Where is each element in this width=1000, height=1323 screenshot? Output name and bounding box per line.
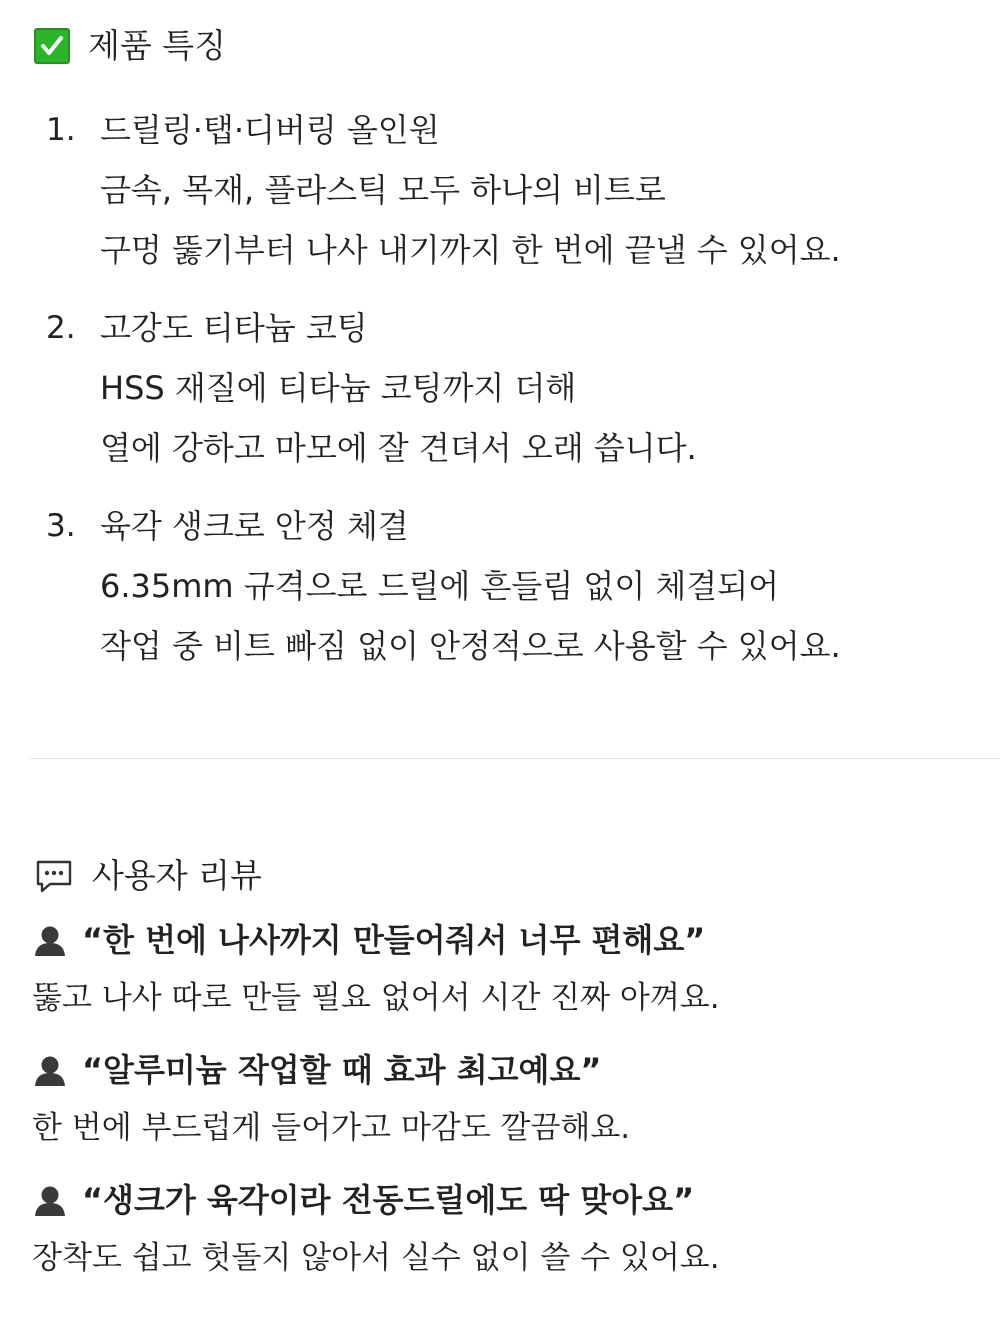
review-body: 뚫고 나사 따로 만들 필요 없어서 시간 진짜 아껴요. <box>32 980 720 1016</box>
feature-description: 금속, 목재, 플라스틱 모두 하나의 비트로 <box>100 171 666 209</box>
review-quote: “알루미늄 작업할 때 효과 최고예요” <box>82 1051 602 1089</box>
review-item <box>32 1172 982 1288</box>
reviews-title: 사용자 리뷰 <box>92 856 262 895</box>
review-quote: “한 번에 나사까지 만들어줘서 너무 편해요” <box>82 921 706 959</box>
person-silhouette-icon <box>32 922 68 958</box>
check-box-icon <box>34 28 70 64</box>
feature-description: 열에 강하고 마모에 잘 견뎌서 오래 씁니다. <box>100 429 697 467</box>
reviews-heading <box>34 856 262 896</box>
features-title: 제품 특징 <box>88 26 227 65</box>
feature-item <box>46 100 976 280</box>
review-body: 한 번에 부드럽게 들어가고 마감도 깔끔해요. <box>32 1110 631 1146</box>
feature-item <box>46 496 976 676</box>
feature-description: 구멍 뚫기부터 나사 내기까지 한 번에 끝낼 수 있어요. <box>100 231 841 269</box>
review-item <box>32 912 982 1028</box>
review-body: 장착도 쉽고 헛돌지 않아서 실수 없이 쓸 수 있어요. <box>32 1240 720 1276</box>
feature-description: 6.35mm 규격으로 드릴에 흔들림 없이 체결되어 <box>100 567 780 605</box>
review-list <box>32 912 982 1302</box>
features-heading <box>34 26 226 66</box>
feature-description: 작업 중 비트 빠짐 없이 안정적으로 사용할 수 있어요. <box>100 627 841 665</box>
feature-heading: 고강도 티타늄 코팅 <box>100 309 368 347</box>
review-quote: “생크가 육각이라 전동드릴에도 딱 맞아요” <box>82 1181 695 1219</box>
feature-heading: 육각 생크로 안정 체결 <box>100 507 409 545</box>
review-item <box>32 1042 982 1158</box>
section-divider <box>30 758 1000 759</box>
feature-description: HSS 재질에 티타늄 코팅까지 더해 <box>100 369 577 407</box>
feature-number: 2. <box>46 310 76 346</box>
speech-bubble-icon <box>34 856 74 896</box>
feature-number: 1. <box>46 112 76 148</box>
feature-list <box>46 100 976 694</box>
person-silhouette-icon <box>32 1182 68 1218</box>
feature-heading: 드릴링·탭·디버링 올인원 <box>100 111 440 149</box>
feature-number: 3. <box>46 508 76 544</box>
feature-item <box>46 298 976 478</box>
person-silhouette-icon <box>32 1052 68 1088</box>
